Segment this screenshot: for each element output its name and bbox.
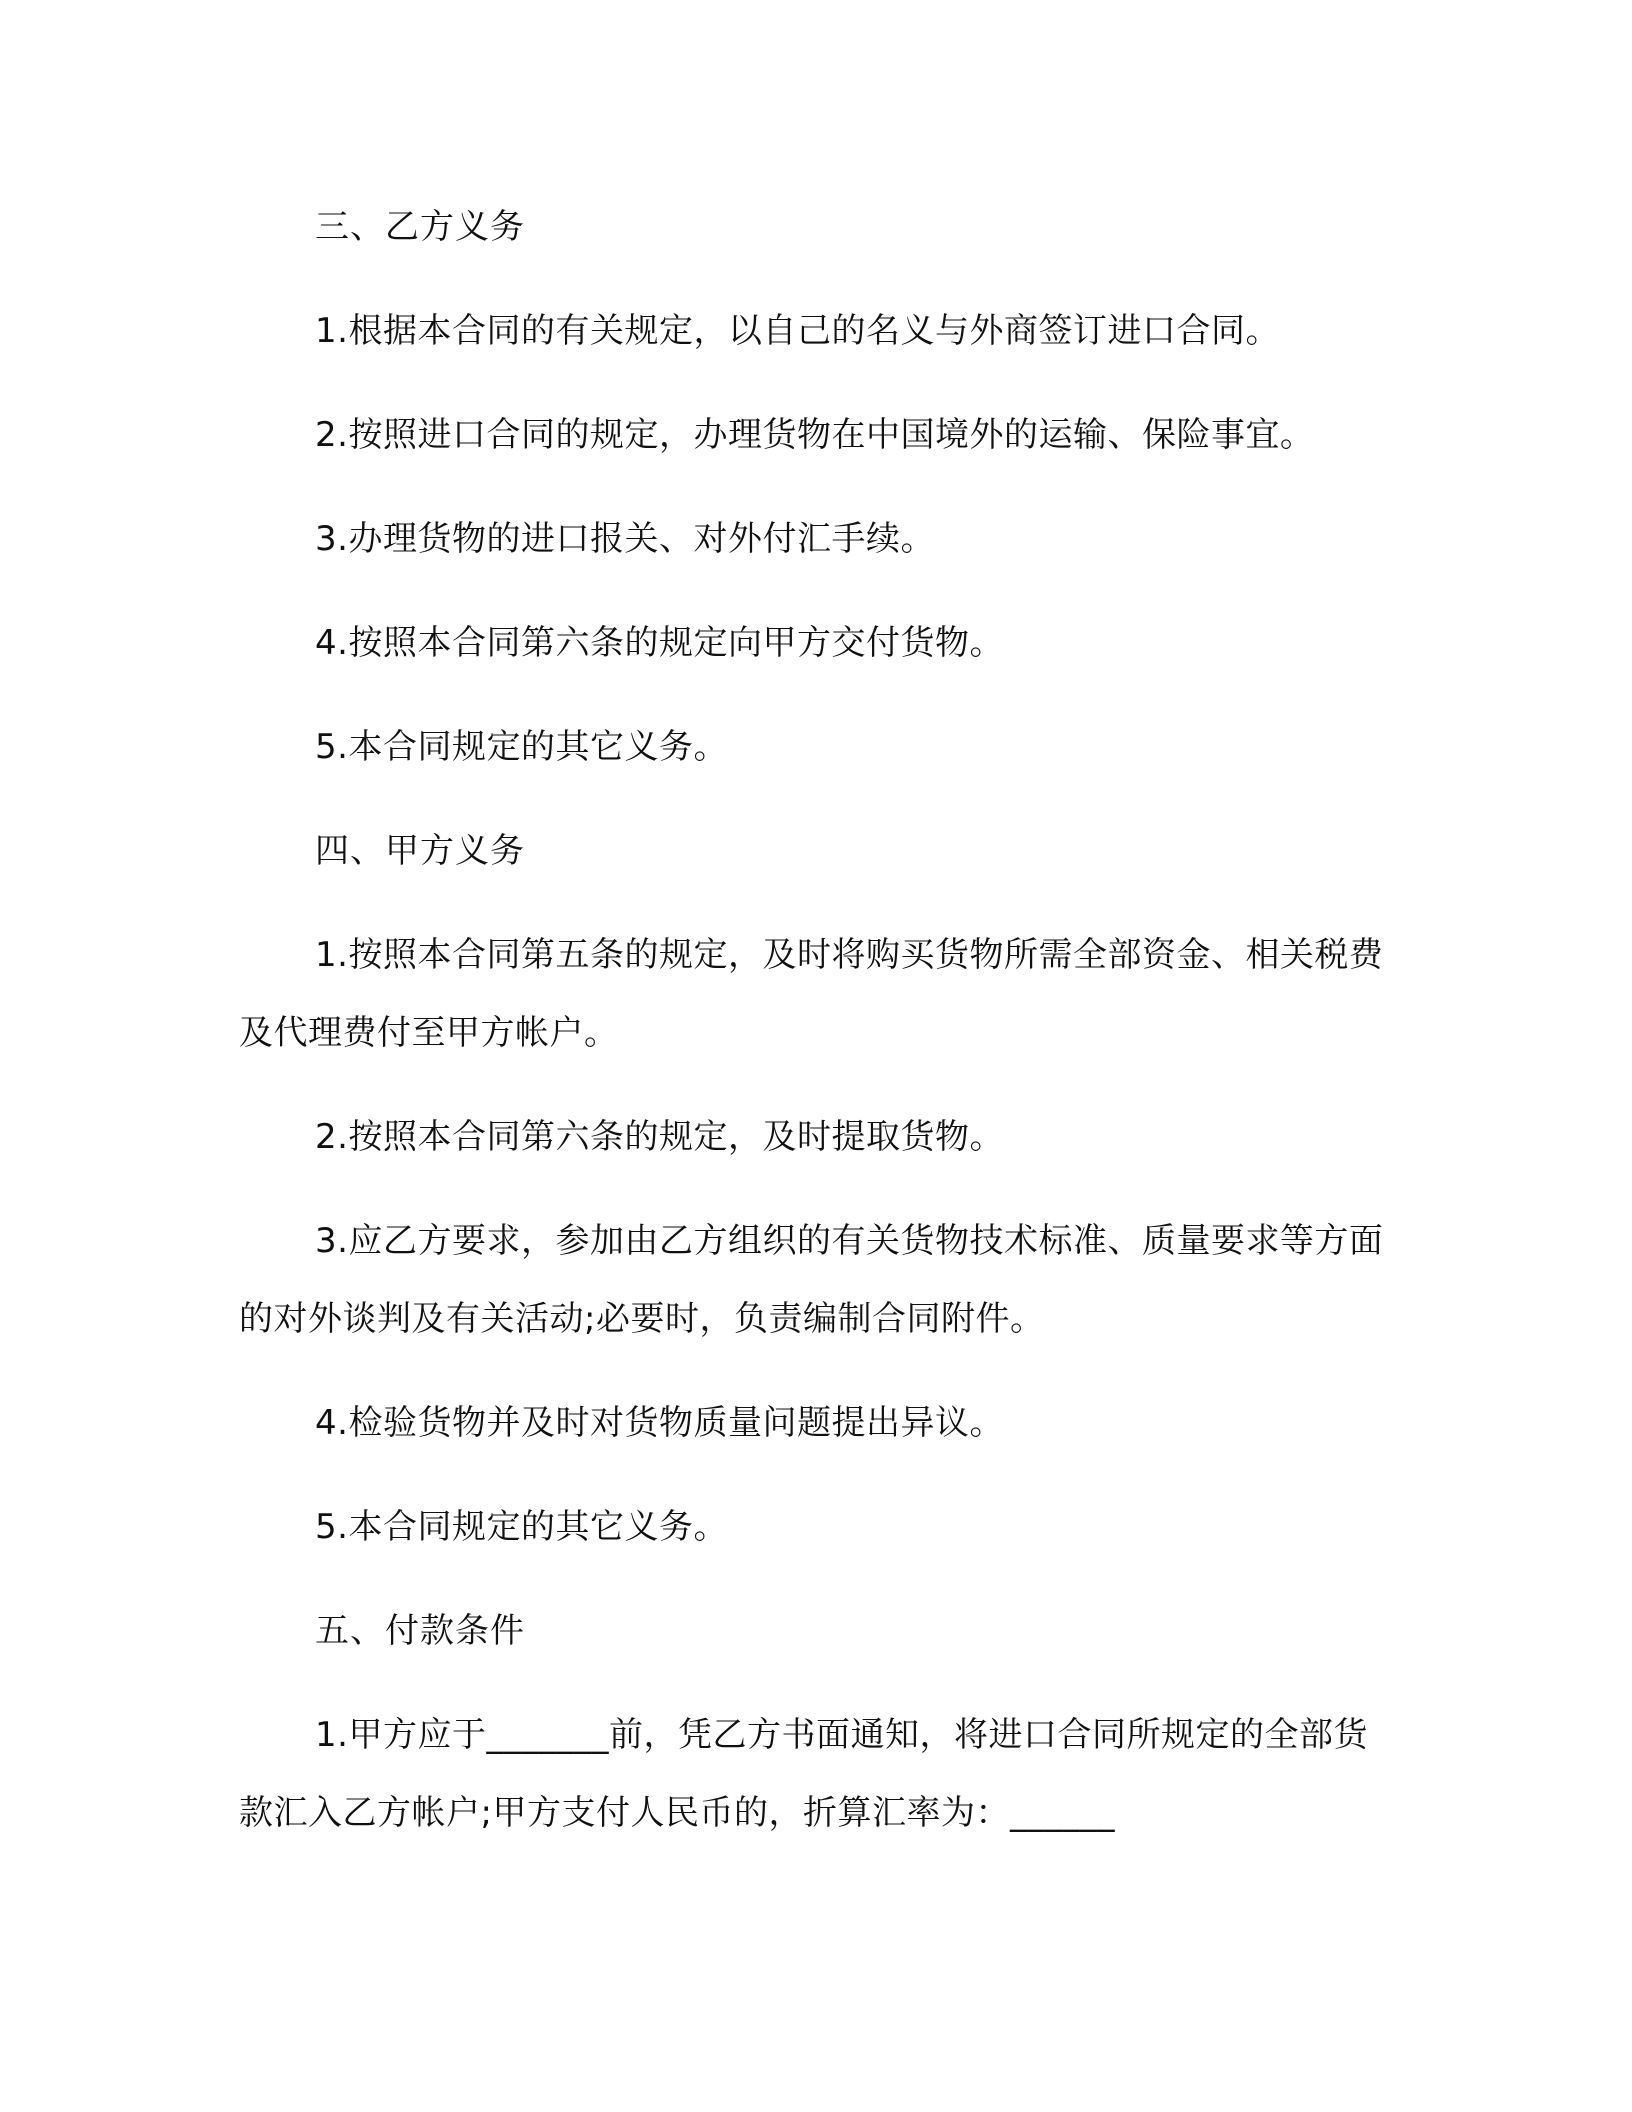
clause-item: 4.检验货物并及时对货物质量问题提出异议。 — [315, 1403, 1004, 1443]
clause-item: 5.本合同规定的其它义务。 — [315, 727, 728, 767]
clause-item: 5.本合同规定的其它义务。 — [315, 1507, 728, 1547]
clause-item: 1.根据本合同的有关规定，以自己的名义与外商签订进口合同。 — [315, 311, 1280, 351]
clause-item: 1.甲方应于_______前，凭乙方书面通知，将进口合同所规定的全部货款汇入乙方帐户;甲方支付人民币的，折算汇率为：______ — [239, 1715, 1368, 1833]
clause-item: 2.按照进口合同的规定，办理货物在中国境外的运输、保险事宜。 — [315, 415, 1315, 455]
section-heading: 四、甲方义务 — [315, 831, 525, 871]
clause-item: 3.办理货物的进口报关、对外付汇手续。 — [315, 519, 935, 559]
clause-item: 2.按照本合同第六条的规定，及时提取货物。 — [315, 1117, 1004, 1157]
section-heading: 三、乙方义务 — [315, 207, 525, 247]
clause-item: 4.按照本合同第六条的规定向甲方交付货物。 — [315, 623, 1004, 663]
section-heading: 五、付款条件 — [315, 1611, 525, 1651]
document-body — [239, 188, 1399, 1878]
clause-item: 3.应乙方要求，参加由乙方组织的有关货物技术标准、质量要求等方面的对外谈判及有关活动;必要时，负责编制合同附件。 — [239, 1221, 1384, 1339]
clause-item: 1.按照本合同第五条的规定，及时将购买货物所需全部资金、相关税费及代理费付至甲方帐户。 — [239, 935, 1384, 1053]
